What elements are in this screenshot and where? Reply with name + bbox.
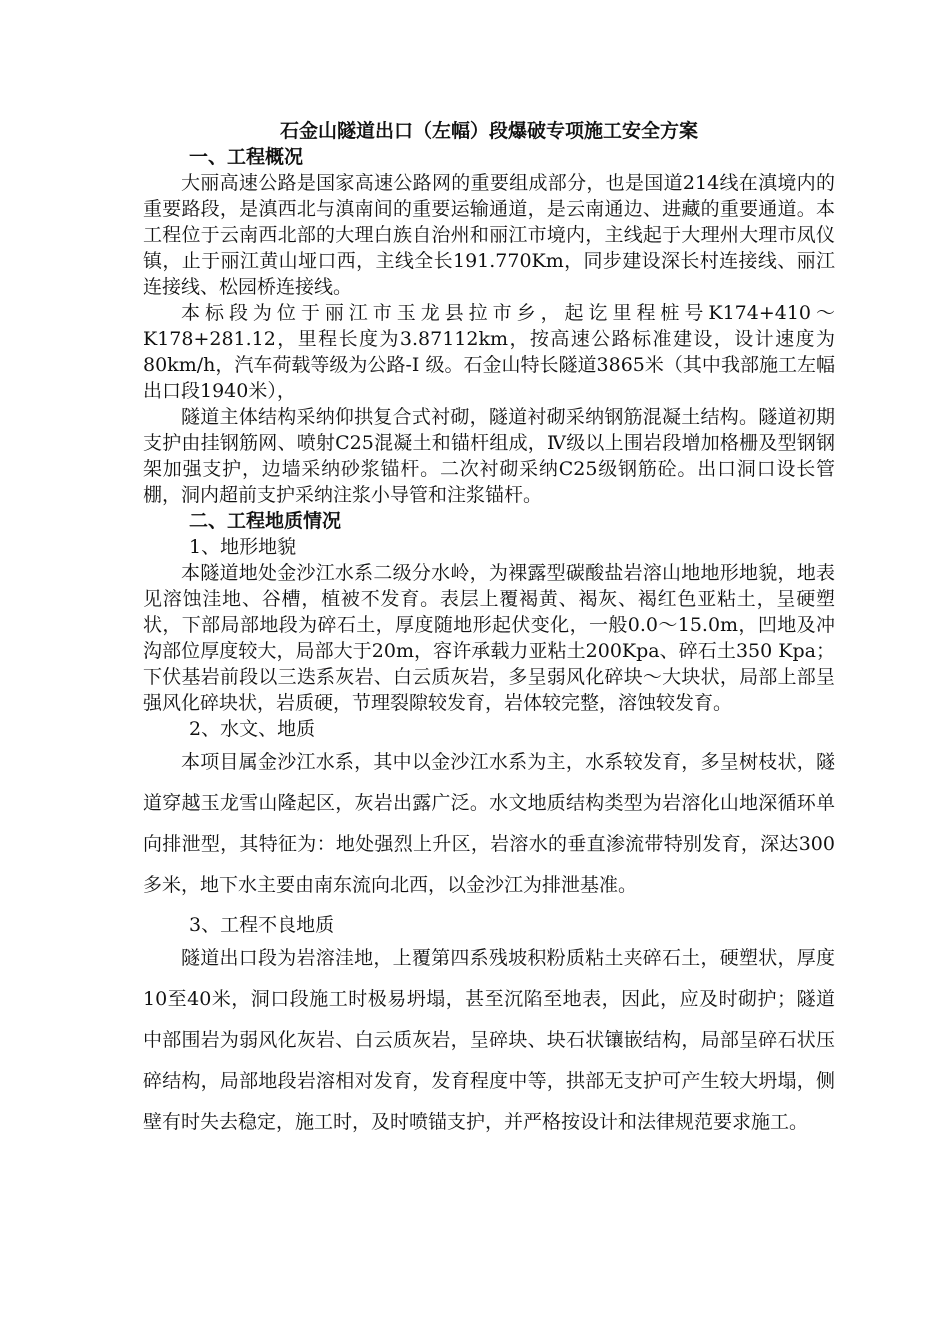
subheading-adverse-geology: 3、工程不良地质 — [189, 914, 335, 936]
paragraph-overview-highway: 大丽高速公路是国家高速公路网的重要组成部分，也是国道214线在滇境内的重要路段，是滇西北与滇南间的重要运输通道，是云南通边、进藏的重要通道。本工程位于云南西北部的大理白族自治州和丽江市境内，主线起于大理州大理市凤仪镇，止于丽江黄山垭口西，主线全长191.770Km，同步建设深长村连接线、丽江连接线、松园桥连接线。 — [143, 172, 835, 298]
document-title: 石金山隧道出口（左幅）段爆破专项施工安全方案 — [279, 120, 698, 142]
paragraph-adverse-geology: 隧道出口段为岩溶洼地，上覆第四系残坡积粉质粘土夹碎石土，硬塑状，厚度10至40米，洞口段施工时极易坍塌，甚至沉陷至地表，因此，应及时砌护；隧道中部围岩为弱风化灰岩、白云质灰岩，呈碎块、块石状镶嵌结构，局部呈碎石状压碎结构，局部地段岩溶相对发育，发育程度中等，拱部无支护可产生较大坍塌，侧壁有时失去稳定，施工时，及时喷锚支护，并严格按设计和法律规范要求施工。 — [143, 947, 835, 1133]
paragraph-terrain: 本隧道地处金沙江水系二级分水岭，为裸露型碳酸盐岩溶山地地形地貌，地表见溶蚀洼地、谷槽，植被不发育。表层上覆褐黄、褐灰、褐红色亚粘土，呈硬塑状，下部局部地段为碎石土，厚度随地形起伏变化，一般0.0～15.0m，凹地及冲沟部位厚度较大，局部大于20m，容许承载力亚粘土200Kpa、碎石土350 Kpa；下伏基岩前段以三迭系灰岩、白云质灰岩，多呈弱风化碎块～大块状，局部上部呈强风化碎块状，岩质硬，节理裂隙较发育，岩体较完整，溶蚀较发育。 — [143, 562, 835, 714]
paragraph-overview-section: 本标段为位于丽江市玉龙县拉市乡，起讫里程桩号K174+410～K178+281.12，里程长度为3.87112km，按高速公路标准建设，设计速度为80km/h，汽车荷载等级为公路-Ⅰ 级。石金山特长隧道3865米（其中我部施工左幅出口段1940米）， — [143, 302, 835, 402]
subheading-hydrology: 2、水文、地质 — [189, 718, 316, 740]
paragraph-hydrology: 本项目属金沙江水系，其中以金沙江水系为主，水系较发育，多呈树枝状，隧道穿越玉龙雪山隆起区，灰岩出露广泛。水文地质结构类型为岩溶化山地深循环单向排泄型，其特征为：地处强烈上升区，岩溶水的垂直渗流带特别发育，深达300多米，地下水主要由南东流向北西，以金沙江为排泄基准。 — [143, 751, 835, 896]
document-page — [143, 118, 835, 1143]
section-heading-overview: 一、工程概况 — [189, 146, 304, 168]
paragraph-overview-structure: 隧道主体结构采纳仰拱复合式衬砌，隧道衬砌采纳钢筋混凝土结构。隧道初期支护由挂钢筋网、喷射C25混凝土和锚杆组成，Ⅳ级以上围岩段增加格栅及型钢钢架加强支护，边墙采纳砂浆锚杆。二次衬砌采纳C25级钢筋砼。出口洞口设长管棚，洞内超前支护采纳注浆小导管和注浆锚杆。 — [143, 406, 835, 506]
section-heading-geology: 二、工程地质情况 — [189, 510, 342, 532]
subheading-terrain: 1、地形地貌 — [189, 536, 297, 558]
